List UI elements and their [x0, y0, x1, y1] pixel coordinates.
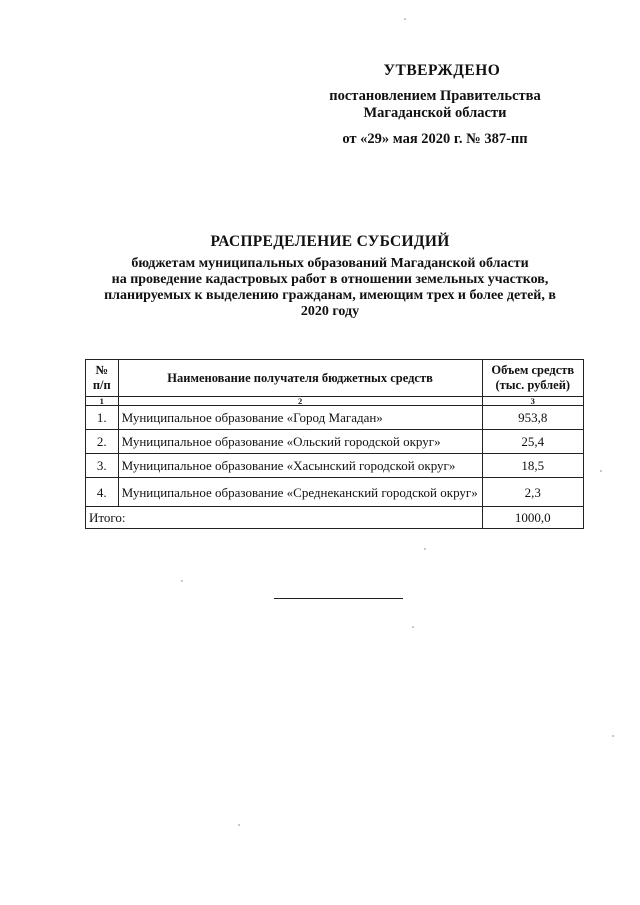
subsidies-table	[85, 359, 584, 529]
table-total-row	[86, 507, 584, 529]
table-header-row	[86, 360, 584, 397]
closing-divider-line	[274, 598, 403, 599]
row-amount: 25,4	[482, 430, 583, 454]
header-amount-line-1: Объем средств	[491, 363, 575, 377]
scan-speck	[600, 470, 602, 472]
row-amount: 2,3	[482, 478, 583, 507]
header-amount	[482, 360, 583, 397]
header-num-line-2: п/п	[92, 378, 111, 392]
row-recipient-name: Муниципальное образование «Город Магадан»	[118, 406, 482, 430]
approval-block	[300, 62, 570, 148]
row-num: 1.	[86, 406, 119, 430]
row-num: 4.	[86, 478, 119, 507]
approved-label: УТВЕРЖДЕНО	[383, 62, 501, 79]
scan-speck	[612, 735, 614, 737]
scan-speck	[238, 824, 240, 826]
table-row	[86, 478, 584, 507]
column-index-row	[86, 397, 584, 406]
table-row	[86, 430, 584, 454]
row-recipient-name: Муниципальное образование «Среднеканский городской округ»	[118, 478, 482, 507]
row-recipient-name: Муниципальное образование «Хасынский городской округ»	[118, 454, 482, 478]
document-title-block	[60, 233, 600, 320]
total-amount: 1000,0	[482, 507, 583, 529]
header-num-line-1: №	[95, 363, 109, 377]
resolution-date-number: от «29» мая 2020 г. № 387-пп	[342, 131, 528, 147]
scan-speck	[424, 548, 426, 550]
document-title: РАСПРЕДЕЛЕНИЕ СУБСИДИЙ	[210, 233, 450, 250]
header-name: Наименование получателя бюджетных средств	[118, 360, 482, 397]
column-index-1: 1	[86, 397, 119, 406]
row-amount: 18,5	[482, 454, 583, 478]
row-recipient-name: Муниципальное образование «Ольский городской округ»	[118, 430, 482, 454]
table-row	[86, 406, 584, 430]
subtitle-line-3: планируемых к выделению гражданам, имеющим трех и более детей, в	[104, 288, 556, 303]
subtitle-line-1: бюджетам муниципальных образований Магаданской области	[131, 256, 529, 271]
scan-speck	[412, 626, 414, 628]
scan-speck	[181, 580, 183, 582]
total-label: Итого:	[86, 507, 483, 529]
row-num: 3.	[86, 454, 119, 478]
header-amount-line-2: (тыс. рублей)	[495, 378, 571, 392]
document-subtitle	[60, 256, 600, 320]
column-index-2: 2	[118, 397, 482, 406]
resolution-line-2: Магаданской области	[363, 105, 507, 121]
subtitle-line-2: на проведение кадастровых работ в отношении земельных участков,	[111, 272, 549, 287]
header-num	[86, 360, 119, 397]
table-row	[86, 454, 584, 478]
resolution-text	[300, 88, 570, 122]
subtitle-line-4: 2020 году	[300, 304, 360, 319]
column-index-3: 3	[482, 397, 583, 406]
scan-speck	[404, 18, 406, 20]
resolution-line-1: постановлением Правительства	[329, 88, 541, 104]
row-amount: 953,8	[482, 406, 583, 430]
row-num: 2.	[86, 430, 119, 454]
